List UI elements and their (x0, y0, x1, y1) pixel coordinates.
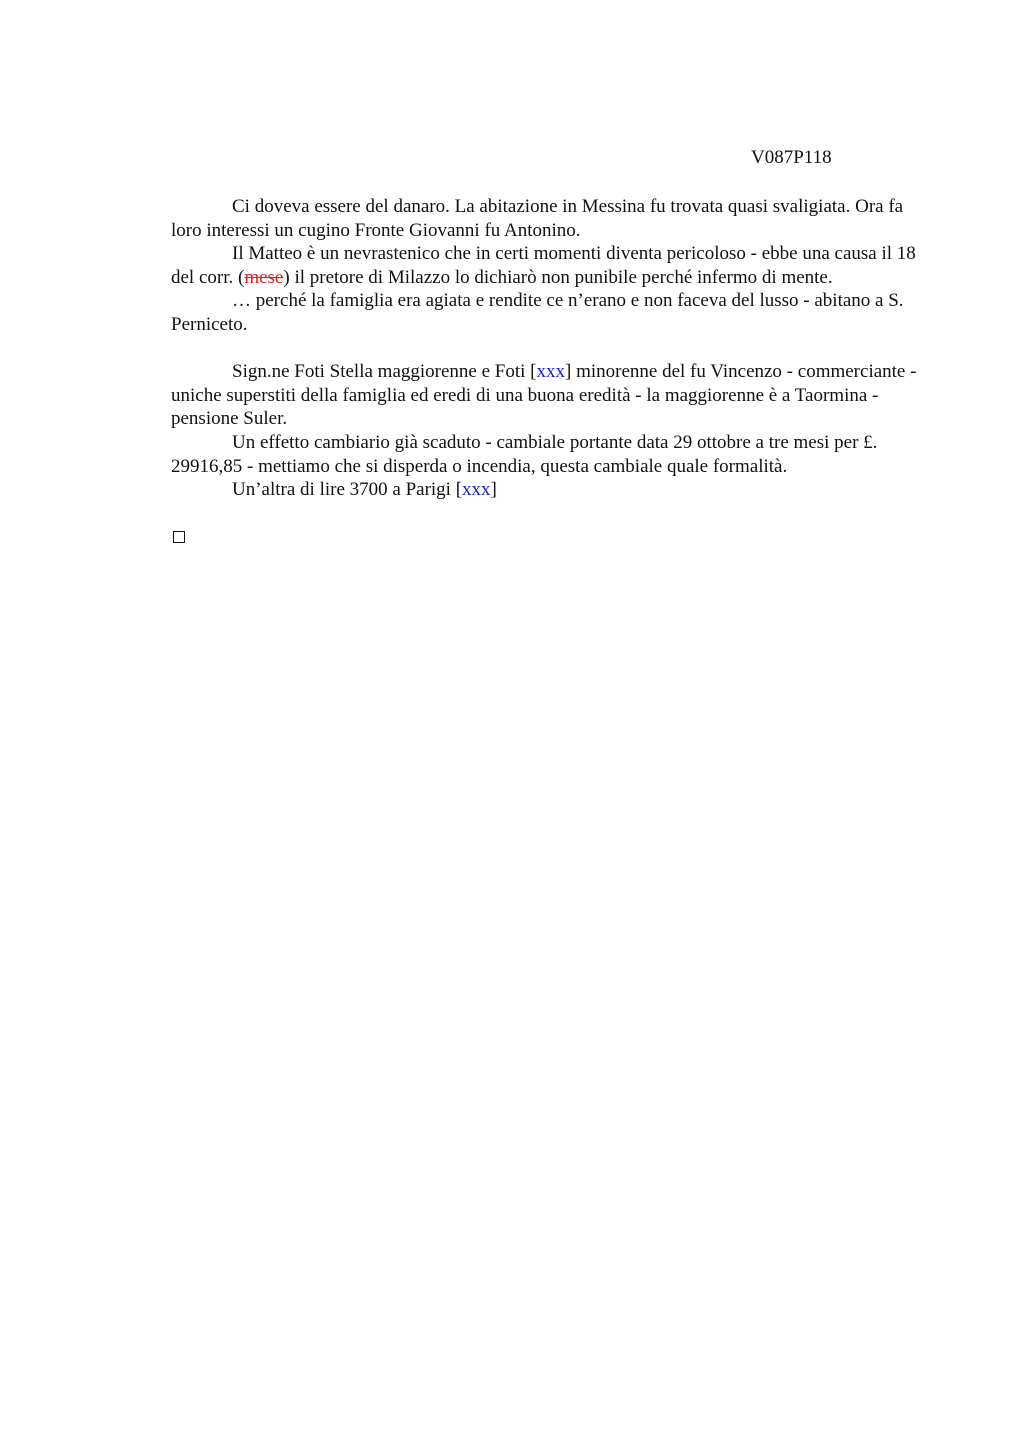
paragraph-2 (171, 242, 931, 289)
paragraph-3: … perché la famiglia era agiata e rendite ce n’erano e non faceva del lusso - abitano a S. Perniceto. (171, 290, 904, 335)
paragraph-5: Un effetto cambiario già scaduto - cambiale portante data 29 ottobre a tre mesi per £. 29916,85 - mettiamo che si disperda o incendia, questa cambiale quale formalità. (171, 431, 878, 477)
paragraph-4 (171, 360, 931, 431)
illegible-placeholder: xxx (462, 479, 491, 501)
paragraph-4-text-a: Sign.ne Foti Stella maggiorenne e Foti [ (232, 361, 537, 383)
paragraph-6-text-a: Un’altra di lire 3700 a Parigi [ (232, 479, 463, 501)
struck-word: mese (244, 266, 284, 288)
paragraph-6 (171, 478, 931, 502)
paragraph-2-text-b: ) il pretore di Milazzo lo dichiarò non punibile perché infermo di mente. (283, 266, 833, 288)
paragraph-6-text-b: ] (490, 479, 497, 501)
illegible-placeholder: xxx (536, 361, 565, 383)
paragraph-4-text-b: ] minorenne del fu Vincenzo - commerciante - uniche superstiti della famiglia ed eredi di una buona eredità - la maggiorenne è a Taormina - pensione Suler. (171, 361, 917, 430)
paragraph-2-text-a: Il Matteo è un nevrastenico che in certi momenti diventa pericoloso - ebbe una causa il 18 del corr. ( (171, 243, 916, 288)
page-id: V087P118 (751, 147, 832, 168)
transcription-body (171, 195, 931, 502)
checkbox[interactable] (173, 531, 185, 543)
paragraph-1: Ci doveva essere del danaro. La abitazione in Messina fu trovata quasi svaligiata. Ora fa loro interessi un cugino Fronte Giovanni fu Antonino. (171, 196, 904, 241)
paragraph-gap (171, 337, 931, 361)
